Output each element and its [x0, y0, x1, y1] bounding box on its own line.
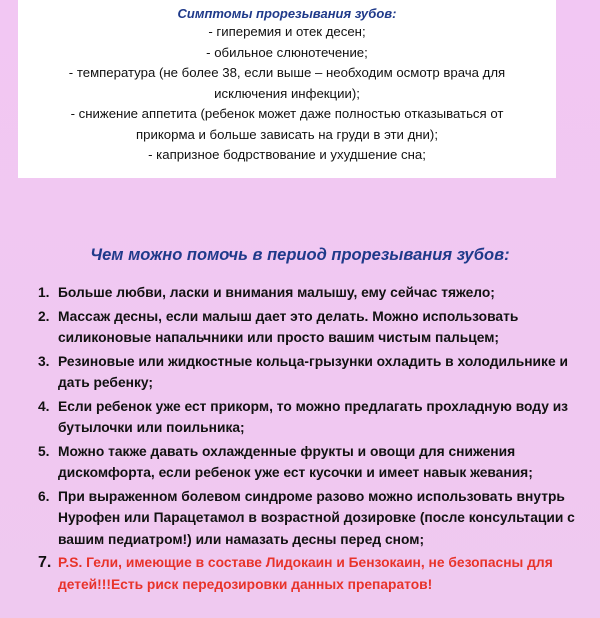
list-item [38, 282, 578, 304]
help-list [38, 282, 578, 597]
item-number: 2. [38, 308, 50, 324]
symptom-line: - температура (не более 38, если выше – необходим осмотр врача для [68, 65, 506, 80]
item-number: 7. [38, 554, 52, 571]
symptom-line: исключения инфекции); [214, 85, 360, 101]
symptom-line: - обильное слюнотечение; [206, 44, 368, 60]
list-item [38, 306, 578, 349]
list-item [38, 396, 578, 439]
symptom-line: прикорма и больше зависать на груди в эти дни); [136, 126, 438, 142]
item-number: 6. [38, 488, 50, 504]
symptoms-box [18, 0, 556, 178]
warning-item [38, 552, 578, 595]
help-title: Чем можно помочь в период прорезывания зубов: [90, 246, 510, 264]
warning-text: P.S. Гели, имеющие в составе Лидокаин и Бензокаин, не безопасны для детей!!!Есть риск передозировки данных препаратов! [58, 555, 553, 592]
symptom-line: - гиперемия и отек десен; [208, 24, 366, 39]
item-text: Если ребенок уже ест прикорм, то можно предлагать прохладную воду из бутылочки или поильника; [58, 398, 569, 435]
item-text: Резиновые или жидкостные кольца-грызунки охладить в холодильнике и дать ребенку; [58, 353, 568, 390]
item-text: Можно также давать охлажденные фрукты и овощи для снижения дискомфорта, если ребенок уже ест кусочки и имеет навык жевания; [58, 443, 533, 480]
item-text: Больше любви, ласки и внимания малышу, ему сейчас тяжело; [58, 285, 495, 300]
symptoms-title: Симптомы прорезывания зубов: [177, 6, 397, 21]
item-number: 5. [38, 443, 50, 459]
item-number: 3. [38, 353, 50, 369]
item-number: 1. [38, 285, 50, 300]
item-text: Массаж десны, если малыш дает это делать. Можно использовать силиконовые напальчники или просто вашим чистым пальцем; [58, 308, 519, 345]
list-item [38, 486, 578, 551]
list-item [38, 351, 578, 394]
symptom-line: - капризное бодрствование и ухудшение сна; [148, 147, 426, 162]
list-item [38, 441, 578, 484]
item-number: 4. [38, 398, 50, 414]
item-text: При выраженном болевом синдроме разово можно использовать внутрь Нурофен или Парацетамол в возрастной дозировке (после консультации с вашим педиатром!) или намазать десны перед сном; [58, 488, 575, 547]
symptom-line: - снижение аппетита (ребенок может даже полностью отказываться от [70, 106, 504, 121]
